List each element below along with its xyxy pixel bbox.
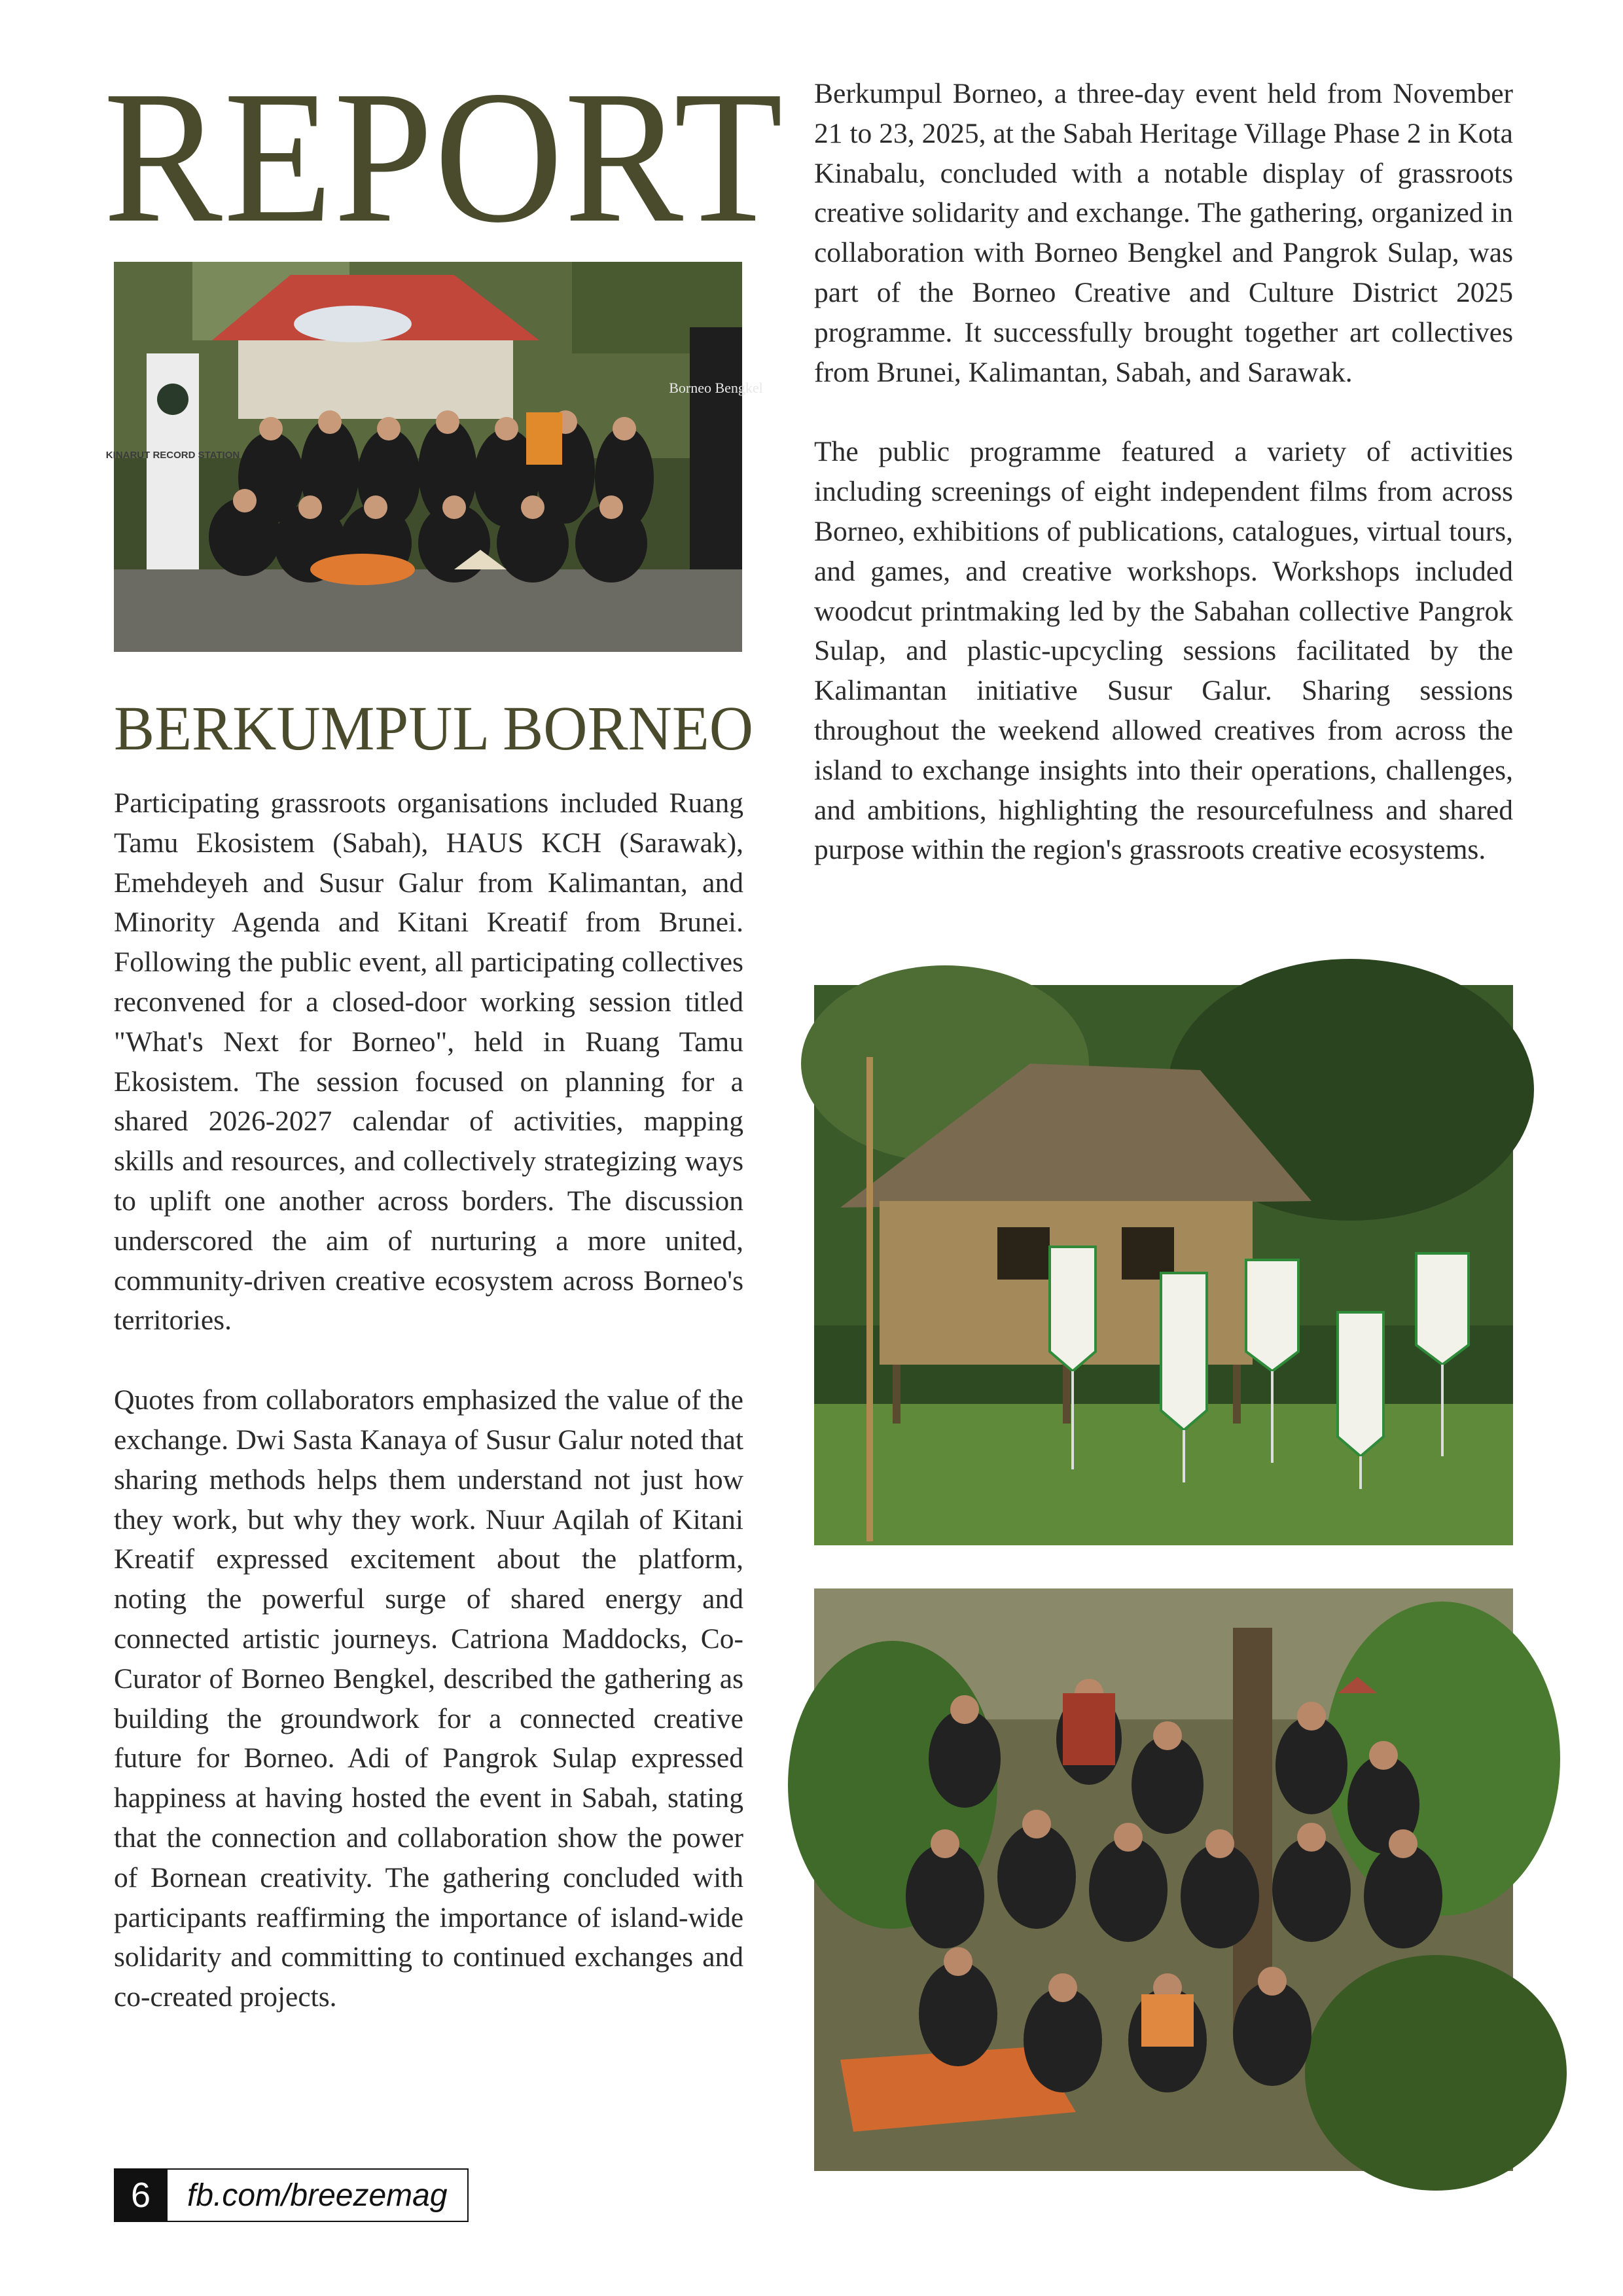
- right-column: [814, 74, 1513, 910]
- group-photo-pavilion: [105, 262, 763, 652]
- page-title: REPORT: [103, 52, 785, 262]
- left-column: [114, 783, 743, 2057]
- section-heading: BERKUMPUL BORNEO: [114, 693, 753, 763]
- right-paragraph-2: The public programme featured a variety of activities including screenings of eight independent films from across Borneo, exhibitions of publications, catalogues, virtual tours, and games, and creative workshops. Workshops included woodcut printmaking led by the Sabahan collective Pangrok Sulap, and plastic-upcycling sessions facilitated by the Kalimantan initiative Susur Galur. Sharing sessions throughout the weekend allowed creatives from across the island to exchange insights into their operations, challenges, and ambitions, highlighting the resourcefulness and shared purpose within the region's grassroots creative ecosystems.: [814, 436, 1513, 866]
- garden-group-photo: [814, 1588, 1513, 2171]
- right-paragraph-1: Berkumpul Borneo, a three-day event held from November 21 to 23, 2025, at the Sabah Heritage Village Phase 2 in Kota Kinabalu, concluded with a notable display of grassroots creative solidarity and exchange. The gathering, organized in collaboration with Borneo Bengkel and Pangrok Sulap, was part of the Borneo Creative and Culture District 2025 programme. It successfully brought together art collectives from Brunei, Kalimantan, Sabah, and Sarawak.: [814, 78, 1513, 388]
- left-paragraph-1: Participating grassroots organisations included Ruang Tamu Ekosistem (Sabah), HAUS KCH (Sarawak), Emehdeyeh and Susur Galur from Kalimantan, and Minority Agenda and Kitani Kreatif from Brunei. Following the public event, all participating collectives reconvened for a closed-door working session titled "What's Next for Borneo", held in Ruang Tamu Ekosistem. The session focused on planning for a shared 2026-2027 calendar of activities, mapping skills and resources, and collectively strategizing ways to uplift one another across borders. The discussion underscored the aim of nurturing a more united, community-driven creative ecosystem across Borneo's territories.: [114, 787, 743, 1336]
- kinarut-sign-text: KINARUT RECORD STATION: [105, 450, 240, 461]
- facebook-link[interactable]: fb.com/breezemag: [168, 2168, 469, 2222]
- page-footer: [114, 2168, 469, 2222]
- left-paragraph-2: Quotes from collaborators emphasized the value of the exchange. Dwi Sasta Kanaya of Susur Galur noted that sharing methods helps them understand not just how they work, but why they work. Nuur Aqilah of Kitani Kreatif expressed excitement about the platform, noting the powerful surge of shared energy and connected artistic journeys. Catriona Maddocks, Co-Curator of Borneo Bengkel, described the gathering as building the groundwork for a connected creative future for Borneo. Adi of Pangrok Sulap expressed happiness at having hosted the event in Sabah, stating that the connection and collaboration show the power of Bornean creativity. The gathering concluded with participants reaffirming the importance of island-wide solidarity and committing to continued exchanges and co-created projects.: [114, 1384, 743, 2013]
- bengkel-sign-text: Borneo Bengkel: [669, 380, 763, 396]
- hut-banners-photo: [814, 985, 1513, 1545]
- page-number: 6: [114, 2168, 168, 2222]
